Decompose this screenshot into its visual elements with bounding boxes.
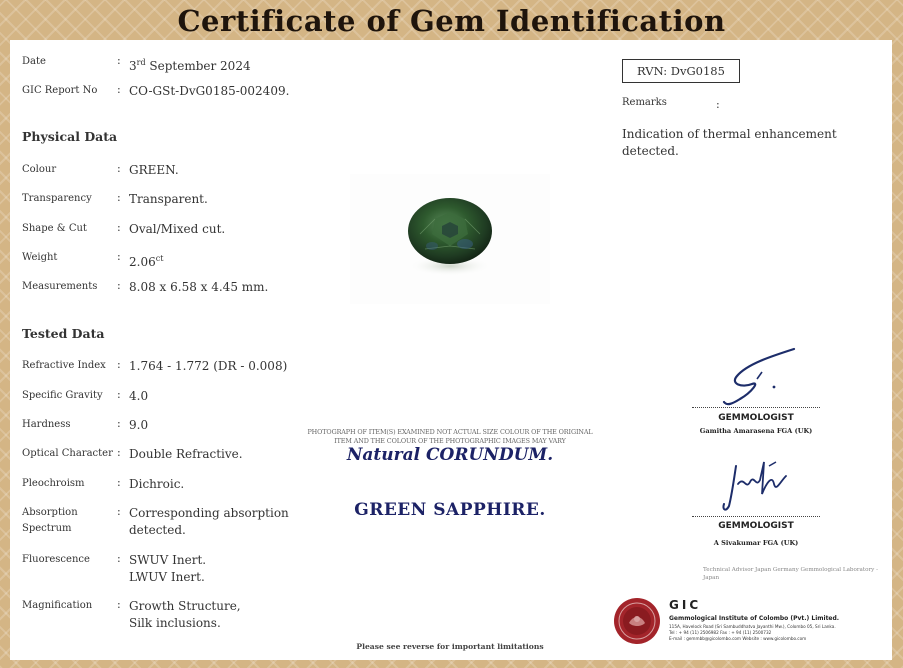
gemmologist-2-title: GEMMOLOGIST — [718, 521, 794, 531]
gemmologist-2-name: A Sivakumar FGA (UK) — [713, 539, 799, 547]
gem-photograph — [350, 174, 550, 304]
measurements-label: Measurements — [22, 281, 98, 292]
weight-label: Weight — [22, 252, 58, 263]
optical-character-label: Optical Character — [22, 448, 113, 459]
hardness-value: 9.0 — [129, 418, 149, 432]
remarks-value: Indication of thermal enhancement detected. — [622, 127, 837, 158]
fluorescence-label: Fluorescence — [22, 554, 90, 565]
transparency-value: Transparent. — [129, 192, 208, 206]
gic-full-name: Gemmological Institute of Colombo (Pvt.) Limited. — [669, 615, 840, 622]
physical-data-heading: Physical Data — [22, 129, 118, 144]
hardness-label: Hardness — [22, 419, 71, 430]
signature-2-icon — [714, 454, 799, 516]
colour-label: Colour — [22, 164, 57, 175]
footer-note: Please see reverse for important limitations — [356, 642, 544, 651]
remarks-label: Remarks — [622, 97, 667, 108]
rvn-box: RVN: DvG0185 — [622, 59, 740, 83]
specific-gravity-value: 4.0 — [129, 389, 149, 403]
variety-label: GREEN SAPPHIRE. — [354, 500, 546, 520]
tested-data-heading: Tested Data — [22, 326, 105, 341]
report-no-value: CO-GSt-DvG0185-002409. — [129, 84, 290, 98]
absorption-spectrum-value: Corresponding absorption detected. — [129, 506, 289, 537]
gemmologist-signature-1 — [692, 340, 820, 440]
species-label: Natural CORUNDUM. — [346, 445, 554, 465]
pleochroism-value: Dichroic. — [129, 477, 185, 491]
colour-value: GREEN. — [129, 163, 179, 177]
refractive-index-value: 1.764 - 1.772 (DR - 0.008) — [129, 359, 288, 373]
magnification-value: Growth Structure, Silk inclusions. — [129, 599, 241, 630]
gic-address: 115A, Havelock Road (Sri Sambuddhatva Jayanthi Mw.), Colombo 05, Sri Lanka. Tel : + 94 (11) 2506982 Fax : + 94 (11) 2500732 E-mail : gemmbb@gicolombo.com Website : www.gicolombo.com — [669, 624, 836, 641]
report-no-label: GIC Report No — [22, 85, 98, 96]
gemmologist-1-name: Gamitha Amarasena FGA (UK) — [699, 427, 813, 435]
refractive-index-label: Refractive Index — [22, 360, 106, 371]
gemmologist-signature-2 — [692, 450, 820, 550]
specific-gravity-label: Specific Gravity — [22, 390, 103, 401]
gic-seal-icon — [613, 597, 661, 645]
weight-value: $2.06^{ct}$ — [129, 254, 164, 269]
certificate-panel: Date : 3rd September 2024 GIC Report No : CO-GSt-DvG0185-002409. Physical Data Colour : GREEN. Transparency : Transparent. Shape & Cut : Oval/Mixed cut. Weight : $2.06^{ct}$ Measurements : 8.08 x 6.58 x 4.45 mm. Tested Data Refractive Index : 1.764 - 1.772 (DR - 0.008) Specific Gravity : 4.0 Hardness : 9.0 Optical Character : Double Refractive. Pleochroism : Dichroic. Absorption Spectrum : Corresponding absorption detected. Fluorescence : SWUV Inert. LWUV Inert. Magnification : Growth Structure, Silk inclusions. RVN: DvG0185 Remarks : Indication of thermal enhancement detected. PHOTOGRAPH OF ITEM(S) EXAMINED NOT ACTUAL SIZE COLOUR OF THE ORIGINAL ITEM AND THE COLOUR OF THE PHOTOGRAPHIC IMAGES MAY VARY Natural CORUNDUM. GREEN SAPPHIRE. GEMMOLOGIST Gamitha Amarasena FGA (UK) GEMMOLOGIST A Sivakumar FGA (UK) Technical Advisor Japan Germany Gemmological Laboratory - Japan Please see reverse for important limitations GIC Gemmological Institute of Colombo (Pvt.) Limited. 115A, Havelock Road (Sri Sambuddhatva Jayanthi Mw.), Colombo 05, Sri Lanka. Tel : + 94 (11) 2506982 Fax : + 94 (11) 2500732 E-mail : gemmbb@gicolombo.com Website : www.gicolombo.com — [10, 40, 892, 660]
pleochroism-label: Pleochroism — [22, 478, 85, 489]
date-value: 3rd September 2024 — [129, 58, 251, 73]
date-label: Date — [22, 56, 46, 67]
certificate-title: Certificate of Gem Identification — [177, 4, 726, 38]
technical-advisor-note: Technical Advisor Japan Germany Gemmological Laboratory - Japan — [703, 567, 878, 581]
optical-character-value: Double Refractive. — [129, 447, 243, 461]
gic-short-name: GIC — [669, 598, 702, 612]
absorption-spectrum-label: Absorption Spectrum — [22, 507, 78, 534]
gemmologist-1-title: GEMMOLOGIST — [718, 413, 794, 423]
measurements-value: 8.08 x 6.58 x 4.45 mm. — [129, 280, 269, 294]
fluorescence-value: SWUV Inert. LWUV Inert. — [129, 553, 207, 584]
signature-1-icon — [712, 344, 802, 409]
shape-cut-label: Shape & Cut — [22, 223, 87, 234]
transparency-label: Transparency — [22, 193, 92, 204]
magnification-label: Magnification — [22, 600, 93, 611]
shape-cut-value: Oval/Mixed cut. — [129, 222, 226, 236]
photo-disclaimer: PHOTOGRAPH OF ITEM(S) EXAMINED NOT ACTUAL SIZE COLOUR OF THE ORIGINAL ITEM AND THE COLOUR OF THE PHOTOGRAPHIC IMAGES MAY VARY — [307, 428, 593, 445]
